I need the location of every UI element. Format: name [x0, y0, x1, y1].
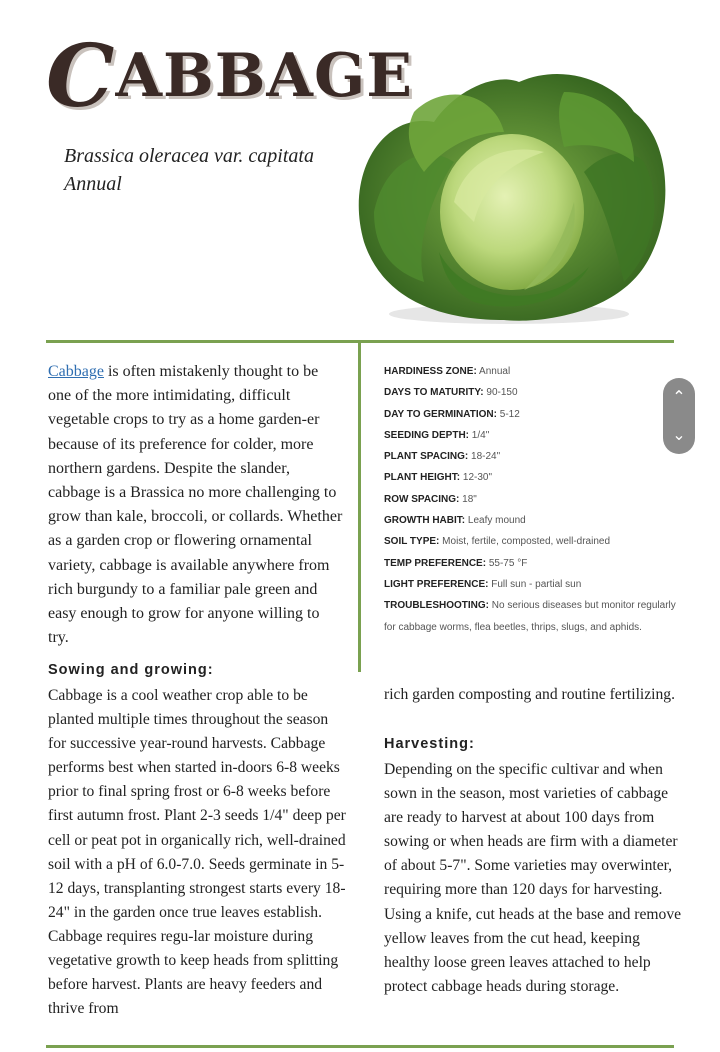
sowing-text-continued: rich garden composting and routine fertilizing.: [384, 686, 675, 703]
sowing-text: Cabbage is a cool weather crop able to be planted multiple times throughout the season for successive year-round harvests. Cabbage performs best when started in-doors 6-8 weeks prior to final spring frost or 6-8 weeks before first autumn frost. Plant 2-3 seeds 1/4" deep per cell or peat pot in organically rich, well-drained soil with a pH of 6.0-7.0. Seeds germinate in 5-12 days, transplanting strongest starts every 18-24" in the garden once true leaves establish. Cabbage requires regu-lar moisture during vegetative growth to keep heads from splitting before harvest. Plants are heavy feeders and thrive from: [48, 687, 346, 1018]
stat-row: [384, 510, 684, 531]
stat-row: [384, 489, 684, 510]
stat-label: DAY TO GERMINATION:: [384, 408, 497, 420]
stat-label: GROWTH HABIT:: [384, 515, 466, 527]
stat-row: [384, 553, 684, 574]
stat-label: HARDINESS ZONE:: [384, 366, 477, 377]
harvesting-heading: Harvesting:: [384, 736, 475, 752]
stat-label: SEEDING DEPTH:: [384, 429, 470, 441]
life-cycle: Annual: [64, 173, 122, 195]
chevron-up-icon[interactable]: ⌃: [672, 387, 686, 406]
stat-value: Leafy mound: [467, 515, 526, 527]
stat-row: [384, 467, 684, 488]
stat-label: ROW SPACING:: [384, 493, 460, 505]
chevron-down-icon[interactable]: ⌄: [672, 425, 686, 444]
stat-row: [384, 531, 684, 552]
cabbage-link[interactable]: Cabbage: [48, 363, 104, 380]
stat-label: PLANT SPACING:: [384, 451, 469, 463]
column-divider: [358, 342, 361, 672]
stat-value: Full sun - partial sun: [491, 578, 582, 590]
plant-info: [64, 142, 314, 198]
stat-value: 55-75 °F: [488, 557, 528, 569]
harvesting-text: Depending on the specific cultivar and when sown in the season, most varieties of cabbage are ready to harvest at about 100 days from sowing or when heads are firm with a diameter of about 5-7". Some varieties may overwinter, requiring more than 120 days for harvesting. Using a knife, cut heads at the base and remove yellow leaves from the cut head, keeping healthy loose green leaves attached to help protect cabbage heads during storage.: [384, 761, 682, 995]
stat-row: [384, 595, 684, 638]
stat-value: 90-150: [486, 387, 518, 399]
stat-label: LIGHT PREFERENCE:: [384, 578, 489, 590]
scientific-name: Brassica oleracea var. capitata: [64, 145, 314, 167]
stat-row: [384, 382, 686, 406]
stat-value: 5-12: [499, 408, 520, 420]
stat-row: [384, 446, 684, 467]
page-scroller[interactable]: [663, 378, 695, 454]
stat-label: DAYS TO MATURITY:: [384, 387, 484, 399]
stat-row: [384, 404, 684, 425]
stat-value: 12-30": [462, 472, 493, 484]
stat-row: [384, 574, 684, 595]
stat-label: SOIL TYPE:: [384, 536, 440, 548]
cabbage-image: [344, 52, 674, 332]
bottom-divider: [46, 1045, 674, 1048]
stat-value: 18": [462, 493, 477, 505]
stat-label: TROUBLESHOOTING:: [384, 600, 489, 612]
page-title: CABBAGE: [46, 26, 413, 127]
intro-paragraph: Cabbage is often mistakenly thought to be one of the more intimidating, difficult vegetable crops to try as a home garden-er because of its preference for colder, more northern gardens. Despite the slander, cabbage is a Brassica no more challenging to grow than kale, broccoli, or collards. Whether as a garden crop or flowering ornamental variety, cabbage is available anywhere from rich burgundy to a familiar pale green and easy enough to grow for anyone willing to try.: [48, 363, 343, 647]
stat-label: PLANT HEIGHT:: [384, 472, 461, 484]
stat-value: 1/4": [471, 429, 490, 441]
stat-value: No serious diseases but monitor regularly for cabbage worms, flea beetles, thrips, slugs, and aphids.: [384, 600, 676, 633]
stat-label: TEMP PREFERENCE:: [384, 557, 487, 569]
stat-value: 18-24": [471, 451, 501, 463]
stat-value: Annual: [479, 366, 511, 377]
growing-stats: [384, 361, 684, 638]
stat-row: [384, 425, 684, 446]
stat-row: [384, 361, 684, 382]
sowing-heading: Sowing and growing:: [48, 662, 214, 678]
stat-value: Moist, fertile, composted, well-drained: [442, 536, 611, 548]
